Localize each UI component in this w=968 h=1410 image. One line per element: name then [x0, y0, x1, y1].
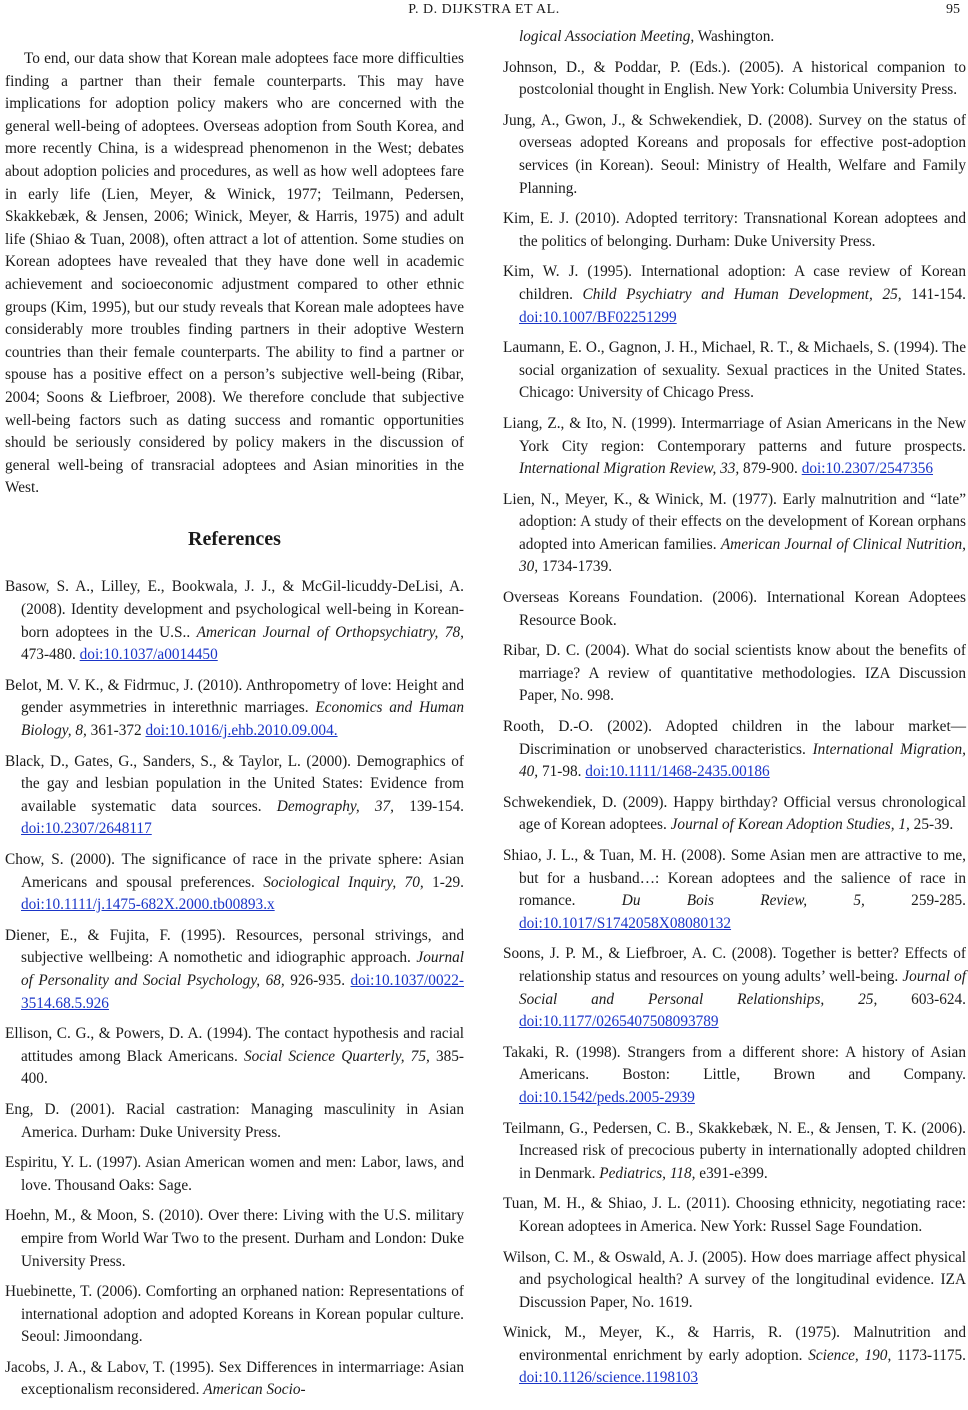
reference-doi-link[interactable]: doi:10.1037/0022-3514.68.5.926: [21, 971, 464, 1012]
reference-entry: [5, 849, 464, 917]
conclusion-section: [5, 48, 464, 500]
references-list-left: [5, 576, 464, 1402]
reference-text: Hoehn, M., & Moon, S. (2010). Over there: Living with the U.S. military empire from World War Two to the present. Durham and London: Duke University Press.: [5, 1207, 464, 1270]
reference-pages: e391-e399.: [695, 1164, 768, 1182]
reference-journal: Demography, 37,: [276, 797, 394, 815]
reference-entry: [503, 261, 966, 329]
reference-entry: [5, 1281, 464, 1349]
reference-entry: [5, 576, 464, 666]
reference-journal: Journal of Personality and Social Psychology, 68,: [21, 949, 464, 989]
reference-pages: 385-400.: [21, 1047, 465, 1088]
reference-entry: [503, 1322, 966, 1390]
reference-text: Winick, M., Meyer, K., & Harris, R. (1975). Malnutrition and environmental enrichment by early adoption.: [503, 1324, 966, 1364]
reference-entry: [503, 1118, 966, 1186]
reference-text: Wilson, C. M., & Oswald, A. J. (2005). How does marriage affect physical and psychological health? A survey of the longitudinal evidence. IZA Discussion Paper, No. 1619.: [503, 1248, 966, 1311]
reference-entry: [503, 57, 966, 102]
reference-journal: Pediatrics, 118,: [599, 1164, 696, 1182]
reference-pages: 259-285.: [864, 892, 966, 910]
reference-entry: [503, 640, 966, 708]
reference-text: Basow, S. A., Lilley, E., Bookwala, J. J., & McGil-licuddy-DeLisi, A. (2008). Identity development and psychological well-being in Korean-born adoptees in the U.S..: [5, 578, 464, 641]
reference-text: Belot, M. V. K., & Fidrmuc, J. (2010). Anthropometry of love: Height and gender asymmetries in interethnic marriages.: [5, 676, 464, 717]
reference-text: Chow, S. (2000). The significance of race in the private sphere: Asian Americans and spousal preferences.: [5, 851, 464, 891]
reference-text: Kim, W. J. (1995). International adoption: A case review of Korean children.: [503, 263, 966, 303]
page-header: [0, 0, 968, 28]
reference-entry: [503, 337, 966, 405]
reference-doi-link[interactable]: doi:10.1111/1468-2435.00186: [585, 763, 770, 781]
right-column: [503, 26, 966, 1398]
reference-entry: [503, 110, 966, 200]
reference-entry: [503, 1247, 966, 1315]
reference-doi-link[interactable]: doi:10.1037/a0014450: [79, 646, 218, 664]
reference-entry: [503, 489, 966, 579]
reference-journal: American Socio-: [203, 1381, 306, 1399]
reference-journal: Child Psychiatry and Human Development, 25,: [582, 285, 902, 303]
reference-doi-link[interactable]: doi:10.2307/2547356: [801, 460, 933, 478]
page-number: 95: [946, 2, 960, 17]
reference-entry: [503, 1193, 966, 1238]
reference-journal: American Journal of Orthopsychiatry, 78,: [196, 623, 464, 641]
reference-text: Schwekendiek, D. (2009). Happy birthday? Official versus chronological age of Korean adoptees.: [503, 793, 966, 834]
reference-journal: Sociological Inquiry, 70,: [263, 873, 424, 891]
reference-text: Diener, E., & Fujita, F. (1995). Resources, personal strivings, and subjective wellbeing: A nomothetic and idiographic approach.: [5, 926, 464, 967]
reference-doi-link[interactable]: doi:10.1126/science.1198103: [519, 1369, 698, 1387]
reference-entry: [5, 925, 464, 1015]
reference-entry: [5, 751, 464, 841]
reference-pages: 71-98.: [538, 763, 586, 781]
reference-entry: [5, 1099, 464, 1144]
reference-entry: [503, 208, 966, 253]
left-column: [5, 48, 464, 1410]
reference-doi-link[interactable]: doi:10.1111/j.1475-682X.2000.tb00893.x: [21, 896, 275, 914]
reference-pages: 141-154.: [901, 285, 966, 303]
reference-pages: 603-624.: [877, 990, 966, 1008]
reference-doi-link[interactable]: doi:10.1542/peds.2005-2939: [519, 1088, 695, 1106]
reference-journal: American Journal of Clinical Nutrition, 30,: [519, 535, 967, 576]
reference-text: Laumann, E. O., Gagnon, J. H., Michael, R. T., & Michaels, S. (1994). The social organization of sexuality. Sexual practices in the United States. Chicago: University of Chicago Press.: [503, 339, 966, 402]
running-head: P. D. DIJKSTRA ET AL.: [408, 2, 560, 17]
reference-journal: International Migration, 40,: [519, 740, 966, 781]
reference-text: Soons, J. P. M., & Liefbroer, A. C. (2008). Together is better? Effects of relationship status and resources on young adults’ well-being.: [503, 945, 966, 985]
reference-pages: 473-480.: [21, 646, 80, 664]
reference-text: Takaki, R. (1998). Strangers from a different shore: A history of Asian Americans. Boston: Little, Brown and Company.: [503, 1043, 966, 1084]
reference-text: Huebinette, T. (2006). Comforting an orphaned nation: Representations of international adoption and adopted Koreans in Korean popular culture. Seoul: Jimoondang.: [5, 1283, 464, 1346]
reference-journal: Science, 190,: [808, 1346, 892, 1364]
reference-text: Kim, E. J. (2010). Adopted territory: Transnational Korean adoptees and the politics of belonging. Durham: Duke University Press.: [503, 210, 966, 250]
reference-entry: [503, 587, 966, 632]
reference-doi-link[interactable]: doi:10.1016/j.ehb.2010.09.004.: [145, 722, 338, 740]
reference-text: Jacobs, J. A., & Labov, T. (1995). Sex Differences in intermarriage: Asian exceptionalism reconsidered.: [5, 1358, 464, 1399]
reference-entry: [5, 1023, 464, 1091]
reference-entry: [5, 675, 464, 743]
reference-journal: Social Science Quarterly, 75,: [243, 1047, 430, 1065]
reference-entry: [503, 413, 966, 481]
reference-entry: [503, 26, 966, 49]
reference-doi-link[interactable]: doi:10.1177/0265407508093789: [519, 1013, 719, 1031]
reference-doi-link[interactable]: doi:10.1007/BF02251299: [519, 308, 677, 326]
reference-pages: 25-39.: [909, 816, 954, 834]
reference-text: Teilmann, G., Pedersen, C. B., Skakkebæk, N. E., & Jensen, T. K. (2006). Increased risk of precocious puberty in internationally adopted children in Denmark.: [503, 1119, 966, 1182]
reference-text: Eng, D. (2001). Racial castration: Managing masculinity in Asian America. Durham: Duke University Press.: [5, 1100, 464, 1141]
reference-text: Johnson, D., & Poddar, P. (Eds.). (2005). A historical companion to postcolonial thought in English. New York: Columbia University Press.: [503, 58, 966, 99]
references-list-right: [503, 26, 966, 1390]
reference-text: Lien, N., Meyer, K., & Winick, M. (1977). Early malnutrition and “late” adoption: A study of their effects on the development of Korean orphans adopted into American families.: [503, 490, 966, 553]
reference-doi-link[interactable]: doi:10.1017/S1742058X08080132: [519, 914, 732, 932]
reference-entry: [503, 943, 966, 1033]
reference-text: Tuan, M. H., & Shiao, J. L. (2011). Choosing ethnicity, negotiating race: Korean adoptees in America. New York: Russel Sage Foundation.: [503, 1195, 966, 1235]
reference-text: Ellison, C. G., & Powers, D. A. (1994). The contact hypothesis and racial attitudes among Black Americans.: [5, 1025, 464, 1065]
reference-text: Overseas Koreans Foundation. (2006). International Korean Adoptees Resource Book.: [503, 589, 966, 629]
reference-text: Jung, A., Gwon, J., & Schwekendiek, D. (2008). Survey on the status of overseas adopted Koreans and proposals for effective post-adoption services (in Korean). Seoul: Ministry of Health, Welfare and Family Planning.: [503, 111, 966, 197]
references-heading: References: [188, 527, 281, 550]
reference-journal: International Migration Review, 33,: [519, 460, 740, 478]
reference-doi-link[interactable]: doi:10.2307/2648117: [21, 820, 152, 838]
reference-text: Rooth, D.-O. (2002). Adopted children in the labour market—Discrimination or unobserved characteristics.: [503, 718, 966, 758]
reference-journal: Economics and Human Biology, 8,: [21, 699, 464, 740]
reference-pages: Washington.: [694, 28, 775, 45]
reference-entry: [503, 845, 966, 935]
reference-journal: logical Association Meeting,: [519, 28, 695, 45]
conclusion-paragraph: To end, our data show that Korean male adoptees face more difficulties finding a partner than their female counterparts. This may have implications for adoption policy makers who are concerned with the general well-being of adoptees. Overseas adoption from South Korea, and more recently China, is a widespread phenomenon in the West; debates about adoption policies and procedures, as well as how well adoptees fare in early life (Lien, Meyer, & Winick, 1977; Teilmann, Pedersen, Skakkebæk, & Jensen, 2006; Winick, Meyer, & Harris, 1975) and adult life (Shiao & Tuan, 2008), often attract a lot of attention. Some studies on Korean adoptees have revealed that they have done well in academic achievement and socioeconomic adjustment compared to other ethnic groups (Kim, 1995), but our study reveals that Korean male adoptees have considerably more troubles finding partners in their adoptive Western countries than their female counterparts. The ability to find a partner or spouse has a positive effect on a person’s subjective well-being (Ribar, 2004; Soons & Liefbroer, 2008). We therefore conclude that subjective well-being factors such as dating success and romantic opportunities should be seriously considered by policy makers in the discussion of general well-being of transracial adoptees and Asian minorities in the West.: [5, 50, 464, 497]
reference-entry: [5, 1205, 464, 1273]
reference-text: Espiritu, Y. L. (1997). Asian American women and men: Labor, laws, and love. Thousand Oaks: Sage.: [5, 1154, 464, 1194]
reference-pages: 139-154.: [393, 797, 465, 815]
reference-pages: 1734-1739.: [538, 558, 613, 576]
reference-text: Liang, Z., & Ito, N. (1999). Intermarriage of Asian Americans in the New York City region: Contemporary patterns and future prospects.: [503, 414, 966, 455]
reference-entry: [5, 1152, 464, 1197]
reference-pages: 879-900.: [739, 460, 802, 478]
reference-pages: 361-372: [86, 722, 146, 740]
reference-entry: [503, 1042, 966, 1110]
reference-journal: Journal of Social and Personal Relationships, 25,: [519, 967, 967, 1008]
reference-text: Black, D., Gates, G., Sanders, S., & Taylor, L. (2000). Demographics of the gay and lesbian population in the United States: Evidence from available systematic data sources.: [5, 752, 464, 815]
reference-entry: [503, 792, 966, 837]
reference-pages: 926-935.: [284, 971, 351, 989]
reference-entry: [5, 1357, 464, 1402]
reference-text: Ribar, D. C. (2004). What do social scientists know about the benefits of marriage? A review of quantitative methodologies. IZA Discussion Paper, No. 998.: [503, 642, 966, 705]
reference-text: Shiao, J. L., & Tuan, M. H. (2008). Some Asian men are attractive to me, but for a husband…: Korean adoptees and the salience of race in romance.: [503, 847, 966, 910]
reference-pages: 1-29.: [423, 873, 464, 891]
reference-journal: Du Bois Review, 5,: [621, 892, 865, 910]
reference-entry: [503, 716, 966, 784]
reference-journal: Journal of Korean Adoption Studies, 1,: [670, 816, 910, 834]
reference-pages: 1173-1175.: [891, 1346, 966, 1364]
